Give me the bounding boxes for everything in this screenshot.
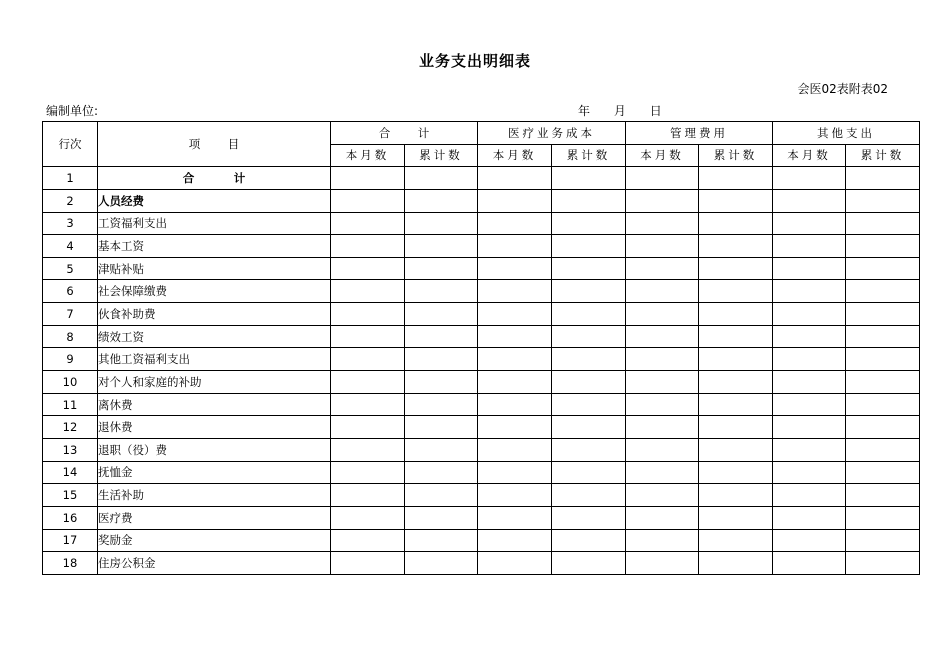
value-cell[interactable] xyxy=(699,371,773,394)
header-row-1 xyxy=(43,122,920,145)
table-row xyxy=(43,235,920,258)
value-cell[interactable] xyxy=(846,393,920,416)
header-group-total: 合 计 xyxy=(331,122,478,145)
value-cell[interactable] xyxy=(846,552,920,575)
row-number: 5 xyxy=(43,257,98,280)
row-item-label: 生活补助 xyxy=(98,484,331,507)
value-cell[interactable] xyxy=(626,416,699,439)
value-cell[interactable] xyxy=(331,506,405,529)
value-cell[interactable] xyxy=(846,348,920,371)
value-cell[interactable] xyxy=(405,235,478,258)
value-cell[interactable] xyxy=(626,438,699,461)
row-number: 10 xyxy=(43,371,98,394)
value-cell[interactable] xyxy=(699,529,773,552)
value-cell[interactable] xyxy=(773,303,846,326)
row-number: 17 xyxy=(43,529,98,552)
row-number: 16 xyxy=(43,506,98,529)
value-cell[interactable] xyxy=(846,189,920,212)
form-code: 会医02表附表02 xyxy=(797,82,888,96)
value-cell[interactable] xyxy=(331,438,405,461)
value-cell[interactable] xyxy=(773,257,846,280)
value-cell[interactable] xyxy=(846,529,920,552)
value-cell[interactable] xyxy=(699,303,773,326)
unit-label: 编制单位: xyxy=(46,104,99,118)
row-number: 9 xyxy=(43,348,98,371)
header-group-admin: 管理费用 xyxy=(626,122,773,145)
value-cell[interactable] xyxy=(846,325,920,348)
value-cell[interactable] xyxy=(478,371,552,394)
row-number: 8 xyxy=(43,325,98,348)
value-cell[interactable] xyxy=(846,371,920,394)
header-cumulative: 累计数 xyxy=(846,144,920,167)
value-cell[interactable] xyxy=(405,461,478,484)
value-cell[interactable] xyxy=(405,529,478,552)
header-row-no: 行次 xyxy=(43,122,98,167)
table-row xyxy=(43,393,920,416)
value-cell[interactable] xyxy=(846,257,920,280)
header-this-month: 本月数 xyxy=(626,144,699,167)
row-number: 1 xyxy=(43,167,98,190)
value-cell[interactable] xyxy=(405,484,478,507)
table-row xyxy=(43,189,920,212)
page-title: 业务支出明细表 xyxy=(418,52,531,70)
value-cell[interactable] xyxy=(331,325,405,348)
value-cell[interactable] xyxy=(478,393,552,416)
value-cell[interactable] xyxy=(552,280,626,303)
row-item-label: 抚恤金 xyxy=(98,461,331,484)
table-row xyxy=(43,371,920,394)
value-cell[interactable] xyxy=(552,393,626,416)
value-cell[interactable] xyxy=(699,416,773,439)
row-number: 2 xyxy=(43,189,98,212)
value-cell[interactable] xyxy=(773,416,846,439)
row-item-label: 其他工资福利支出 xyxy=(98,348,331,371)
value-cell[interactable] xyxy=(478,484,552,507)
value-cell[interactable] xyxy=(552,371,626,394)
row-item-label: 离休费 xyxy=(98,393,331,416)
value-cell[interactable] xyxy=(846,506,920,529)
row-item-label: 人员经费 xyxy=(98,189,331,212)
value-cell[interactable] xyxy=(405,348,478,371)
value-cell[interactable] xyxy=(331,303,405,326)
value-cell[interactable] xyxy=(552,416,626,439)
value-cell[interactable] xyxy=(405,167,478,190)
value-cell[interactable] xyxy=(552,484,626,507)
row-item-label: 伙食补助费 xyxy=(98,303,331,326)
value-cell[interactable] xyxy=(846,484,920,507)
value-cell[interactable] xyxy=(552,529,626,552)
value-cell[interactable] xyxy=(846,167,920,190)
value-cell[interactable] xyxy=(626,461,699,484)
value-cell[interactable] xyxy=(699,189,773,212)
value-cell[interactable] xyxy=(478,416,552,439)
value-cell[interactable] xyxy=(331,280,405,303)
value-cell[interactable] xyxy=(846,280,920,303)
value-cell[interactable] xyxy=(699,280,773,303)
value-cell[interactable] xyxy=(773,167,846,190)
header-this-month: 本月数 xyxy=(773,144,846,167)
table-row xyxy=(43,212,920,235)
table-row xyxy=(43,552,920,575)
value-cell[interactable] xyxy=(405,393,478,416)
table-row xyxy=(43,506,920,529)
value-cell[interactable] xyxy=(626,235,699,258)
value-cell[interactable] xyxy=(331,393,405,416)
value-cell[interactable] xyxy=(478,325,552,348)
value-cell[interactable] xyxy=(773,212,846,235)
row-number: 13 xyxy=(43,438,98,461)
value-cell[interactable] xyxy=(773,506,846,529)
value-cell[interactable] xyxy=(773,348,846,371)
value-cell[interactable] xyxy=(331,235,405,258)
value-cell[interactable] xyxy=(626,484,699,507)
value-cell[interactable] xyxy=(478,348,552,371)
table-row xyxy=(43,167,920,190)
value-cell[interactable] xyxy=(699,552,773,575)
value-cell[interactable] xyxy=(626,529,699,552)
value-cell[interactable] xyxy=(699,348,773,371)
value-cell[interactable] xyxy=(773,461,846,484)
value-cell[interactable] xyxy=(626,167,699,190)
value-cell[interactable] xyxy=(846,303,920,326)
value-cell[interactable] xyxy=(405,280,478,303)
value-cell[interactable] xyxy=(478,235,552,258)
value-cell[interactable] xyxy=(405,506,478,529)
value-cell[interactable] xyxy=(773,393,846,416)
date-month: 月 xyxy=(613,104,626,118)
value-cell[interactable] xyxy=(773,552,846,575)
row-number: 6 xyxy=(43,280,98,303)
value-cell[interactable] xyxy=(331,167,405,190)
header-this-month: 本月数 xyxy=(478,144,552,167)
value-cell[interactable] xyxy=(331,257,405,280)
table-row xyxy=(43,325,920,348)
row-item-label: 工资福利支出 xyxy=(98,212,331,235)
value-cell[interactable] xyxy=(552,506,626,529)
value-cell[interactable] xyxy=(478,257,552,280)
date-day: 日 xyxy=(649,104,662,118)
value-cell[interactable] xyxy=(773,280,846,303)
value-cell[interactable] xyxy=(331,212,405,235)
value-cell[interactable] xyxy=(699,325,773,348)
row-number: 14 xyxy=(43,461,98,484)
value-cell[interactable] xyxy=(552,552,626,575)
row-number: 7 xyxy=(43,303,98,326)
row-number: 12 xyxy=(43,416,98,439)
value-cell[interactable] xyxy=(626,552,699,575)
value-cell[interactable] xyxy=(773,371,846,394)
table-row xyxy=(43,416,920,439)
value-cell[interactable] xyxy=(699,438,773,461)
value-cell[interactable] xyxy=(552,167,626,190)
value-cell[interactable] xyxy=(699,461,773,484)
value-cell[interactable] xyxy=(699,506,773,529)
value-cell[interactable] xyxy=(478,461,552,484)
table-row xyxy=(43,529,920,552)
row-item-label: 住房公积金 xyxy=(98,552,331,575)
value-cell[interactable] xyxy=(405,438,478,461)
value-cell[interactable] xyxy=(552,235,626,258)
value-cell[interactable] xyxy=(773,325,846,348)
value-cell[interactable] xyxy=(552,189,626,212)
value-cell[interactable] xyxy=(405,212,478,235)
value-cell[interactable] xyxy=(699,167,773,190)
value-cell[interactable] xyxy=(405,325,478,348)
value-cell[interactable] xyxy=(405,189,478,212)
row-number: 11 xyxy=(43,393,98,416)
value-cell[interactable] xyxy=(773,235,846,258)
row-item-label: 退职（役）费 xyxy=(98,438,331,461)
row-item-label: 社会保障缴费 xyxy=(98,280,331,303)
date-line xyxy=(578,102,662,119)
table-row xyxy=(43,257,920,280)
value-cell[interactable] xyxy=(773,484,846,507)
header-group-other: 其他支出 xyxy=(773,122,920,145)
value-cell[interactable] xyxy=(626,257,699,280)
header-cumulative: 累计数 xyxy=(699,144,773,167)
value-cell[interactable] xyxy=(331,371,405,394)
value-cell[interactable] xyxy=(626,189,699,212)
value-cell[interactable] xyxy=(478,529,552,552)
row-item-label: 对个人和家庭的补助 xyxy=(98,371,331,394)
value-cell[interactable] xyxy=(405,416,478,439)
value-cell[interactable] xyxy=(846,461,920,484)
row-number: 18 xyxy=(43,552,98,575)
table-row xyxy=(43,484,920,507)
value-cell[interactable] xyxy=(846,212,920,235)
header-item: 项 目 xyxy=(98,122,331,167)
value-cell[interactable] xyxy=(626,393,699,416)
value-cell[interactable] xyxy=(405,371,478,394)
value-cell[interactable] xyxy=(626,280,699,303)
value-cell[interactable] xyxy=(626,348,699,371)
value-cell[interactable] xyxy=(699,212,773,235)
value-cell[interactable] xyxy=(699,393,773,416)
value-cell[interactable] xyxy=(626,303,699,326)
value-cell[interactable] xyxy=(331,461,405,484)
row-item-label: 退休费 xyxy=(98,416,331,439)
value-cell[interactable] xyxy=(699,257,773,280)
row-item-label: 奖励金 xyxy=(98,529,331,552)
table-row xyxy=(43,461,920,484)
table-body xyxy=(43,167,920,575)
row-item-label: 津贴补贴 xyxy=(98,257,331,280)
value-cell[interactable] xyxy=(405,257,478,280)
table-row xyxy=(43,280,920,303)
row-item-label: 医疗费 xyxy=(98,506,331,529)
header-cumulative: 累计数 xyxy=(405,144,478,167)
row-item-label: 绩效工资 xyxy=(98,325,331,348)
value-cell[interactable] xyxy=(773,189,846,212)
value-cell[interactable] xyxy=(626,212,699,235)
value-cell[interactable] xyxy=(626,325,699,348)
value-cell[interactable] xyxy=(552,303,626,326)
table-row xyxy=(43,303,920,326)
table-row xyxy=(43,438,920,461)
value-cell[interactable] xyxy=(846,438,920,461)
value-cell[interactable] xyxy=(626,506,699,529)
value-cell[interactable] xyxy=(331,348,405,371)
value-cell[interactable] xyxy=(478,303,552,326)
value-cell[interactable] xyxy=(331,552,405,575)
value-cell[interactable] xyxy=(478,167,552,190)
row-number: 15 xyxy=(43,484,98,507)
value-cell[interactable] xyxy=(552,461,626,484)
value-cell[interactable] xyxy=(846,416,920,439)
value-cell[interactable] xyxy=(331,416,405,439)
value-cell[interactable] xyxy=(552,325,626,348)
table-row xyxy=(43,348,920,371)
row-item-label: 基本工资 xyxy=(98,235,331,258)
value-cell[interactable] xyxy=(478,280,552,303)
date-year: 年 xyxy=(578,104,591,118)
value-cell[interactable] xyxy=(699,484,773,507)
value-cell[interactable] xyxy=(331,189,405,212)
expense-detail-table xyxy=(42,121,920,575)
value-cell[interactable] xyxy=(478,189,552,212)
value-cell[interactable] xyxy=(405,552,478,575)
header-cumulative: 累计数 xyxy=(552,144,626,167)
value-cell[interactable] xyxy=(846,235,920,258)
row-item-label: 合 计 xyxy=(98,167,331,190)
value-cell[interactable] xyxy=(773,438,846,461)
value-cell[interactable] xyxy=(552,348,626,371)
value-cell[interactable] xyxy=(478,438,552,461)
value-cell[interactable] xyxy=(773,529,846,552)
header-this-month: 本月数 xyxy=(331,144,405,167)
row-number: 3 xyxy=(43,212,98,235)
value-cell[interactable] xyxy=(552,257,626,280)
value-cell[interactable] xyxy=(331,529,405,552)
value-cell[interactable] xyxy=(699,235,773,258)
value-cell[interactable] xyxy=(478,506,552,529)
value-cell[interactable] xyxy=(478,552,552,575)
value-cell[interactable] xyxy=(331,484,405,507)
header-group-medical: 医疗业务成本 xyxy=(478,122,626,145)
value-cell[interactable] xyxy=(478,212,552,235)
value-cell[interactable] xyxy=(405,303,478,326)
value-cell[interactable] xyxy=(552,212,626,235)
value-cell[interactable] xyxy=(552,438,626,461)
value-cell[interactable] xyxy=(626,371,699,394)
row-number: 4 xyxy=(43,235,98,258)
